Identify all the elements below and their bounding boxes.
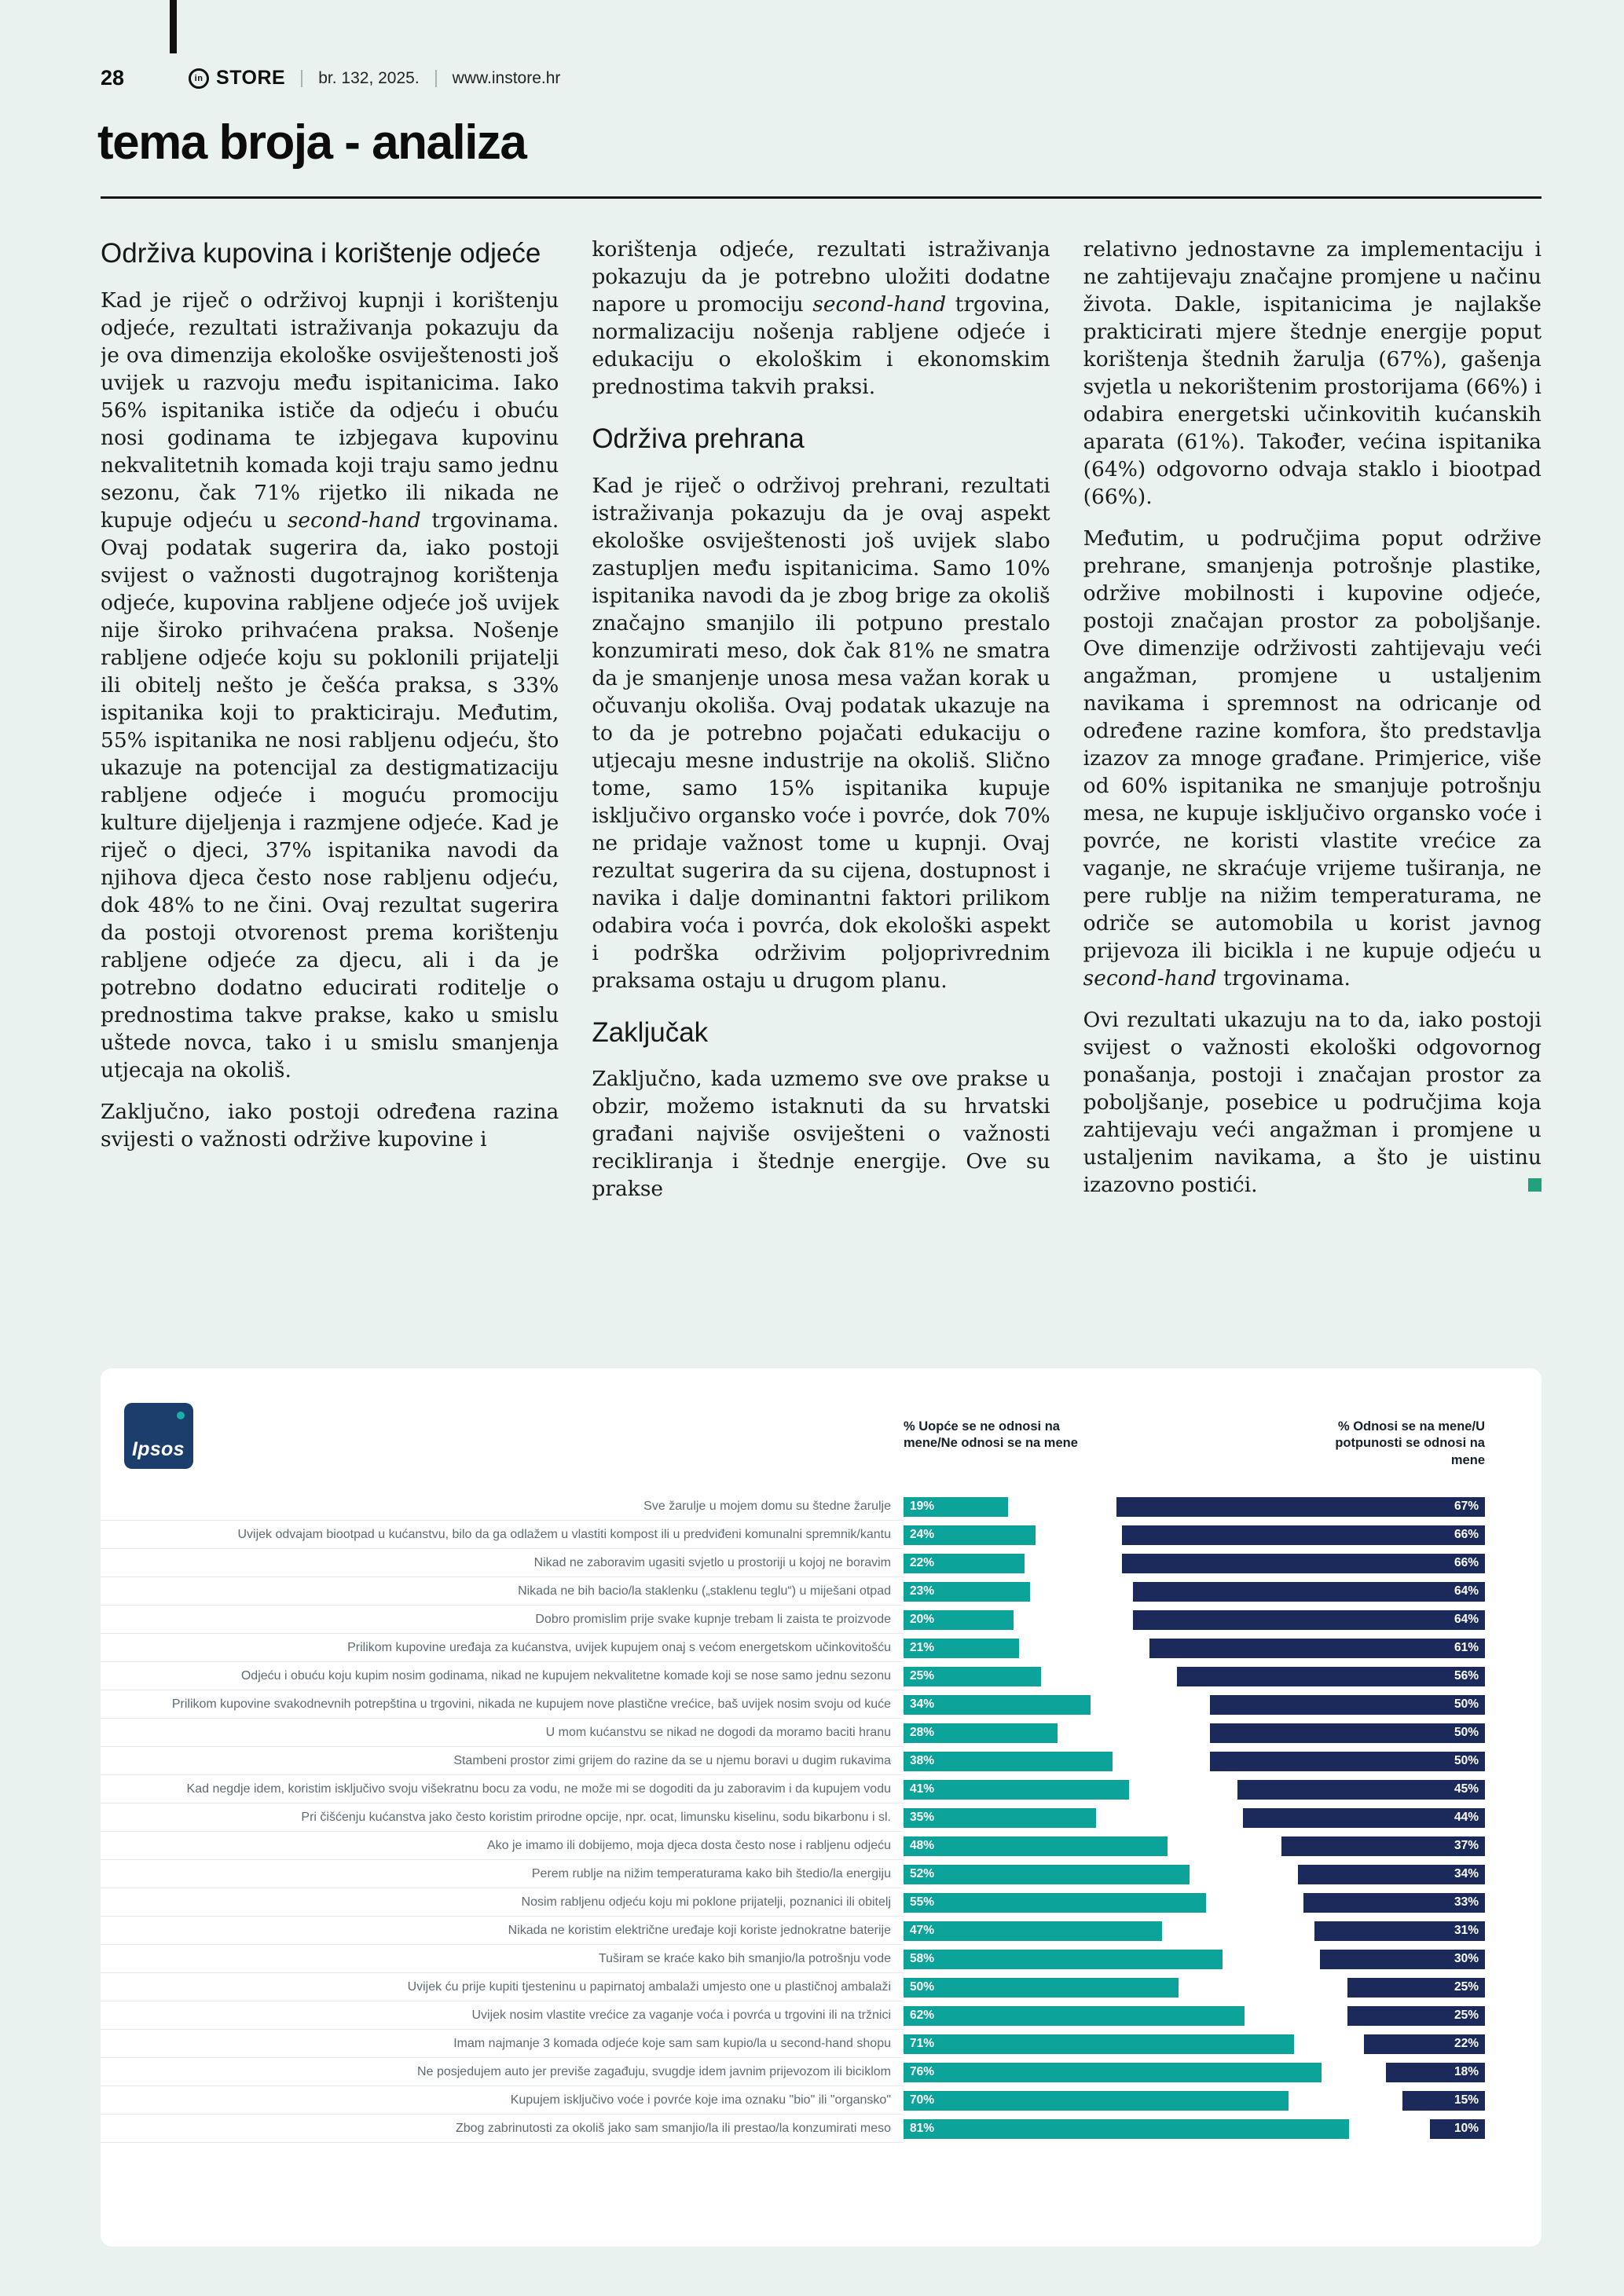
article-paragraph xyxy=(1083,1006,1542,1199)
text-segment: Kad je riječ o održivoj prehrani, rezultati istraživanja pokazuju da je ovaj aspekt ekološke osviještenosti još uvijek slabo zastupljen među ispitanicima. Samo 10% ispitanika navodi da je zbog brige za okoliš značajno smanjilo ili potpuno prestalo konzumirati meso, dok čak 81% ne smatra da je smanjenje unosa mesa važan korak u očuvanju okoliša. Ovaj podatak ukazuje na to da je potrebno pojačati edukaciju o utjecaju mesne industrije na okoliš. Slično tome, samo 15% ispitanika kupuje isključivo organsko voće i povrće, dok 70% ne pridaje važnost tome u kupnji. Ovaj rezultat sugerira da su cijena, dostupnost i navika i dalje dominantni faktori prilikom odabira voća i povrća, dok ekološki aspekt i podrška održivim poljoprivrednim praksama ostaju u drugom planu. xyxy=(592,473,1050,993)
chart-row-bars xyxy=(904,1667,1485,1686)
bar-not-applies-value: 21% xyxy=(910,1641,935,1654)
text-segment: trgovina, normalizaciju nošenja rabljene odjeće i edukaciju o ekološkim i ekonomskim prednostima takvih praksi. xyxy=(592,292,1050,399)
bar-applies-value: 10% xyxy=(1454,2122,1479,2135)
bar-applies-value: 31% xyxy=(1454,1924,1479,1937)
chart-row xyxy=(101,1662,1485,1690)
bar-applies xyxy=(1298,1865,1485,1884)
chart-row-label: Prilikom kupovine uređaja za kućanstva, uvijek kupujem onaj s većom energetskom učinkovitošću xyxy=(101,1634,904,1662)
bar-applies-value: 50% xyxy=(1454,1697,1479,1711)
bar-applies xyxy=(1243,1808,1485,1828)
chart-row-bars xyxy=(904,2034,1485,2054)
bar-not-applies-value: 28% xyxy=(910,1726,935,1739)
chart-row-label: Nikada ne bih bacio/la staklenku („staklenu teglu“) u miješani otpad xyxy=(101,1577,904,1606)
bar-not-applies xyxy=(904,2091,1289,2111)
bar-not-applies xyxy=(904,1525,1036,1545)
bar-not-applies xyxy=(904,1780,1129,1800)
bar-applies-value: 64% xyxy=(1454,1584,1479,1598)
chart-row-bars xyxy=(904,2006,1485,2026)
chart-row xyxy=(101,1860,1485,1888)
chart-row xyxy=(101,1747,1485,1775)
chart-row-bars xyxy=(904,1921,1485,1941)
bar-applies xyxy=(1237,1780,1485,1800)
issue-label: br. 132, 2025. xyxy=(318,68,420,87)
chart-row-bars xyxy=(904,1639,1485,1658)
chart-row-label: Nosim rabljenu odjeću koju mi poklone prijatelji, poznanici ili obitelj xyxy=(101,1888,904,1917)
bar-not-applies-value: 47% xyxy=(910,1924,935,1937)
bar-applies xyxy=(1402,2091,1485,2111)
chart-row-label: Pri čišćenju kućanstva jako često koristim prirodne opcije, npr. ocat, limunsku kiselinu, sodu bikarbonu i sl. xyxy=(101,1803,904,1832)
chart-row-bars xyxy=(904,1950,1485,1969)
legend-applies: % Odnosi se na mene/U potpunosti se odnosi na mene xyxy=(1335,1419,1485,1467)
article-paragraph xyxy=(1083,525,1542,992)
text-segment: trgovinama. Ovaj podatak sugerira da, iako postoji svijest o važnosti dugotrajnog korištenja odjeće, kupovina rabljene odjeće još uvijek nije široko prihvaćena praksa. Nošenje rabljene odjeće koju su poklonili prijatelji ili obitelj nešto je češća praksa, s 33% ispitanika koji to prakticiraju. Međutim, 55% ispitanika ne nosi rabljenu odjeću, što ukazuje na potencijal za destigmatizaciju rabljene odjeće i moguću promociju kulture dijeljenja i razmjene odjeće. Kad je riječ o djeci, 37% ispitanika navodi da njihova djeca često nose rabljenu odjeću, dok 48% to ne čini. Ovaj rezultat sugerira da postoji otvorenost prema korištenju rabljene odjeće za djecu, ali i da je potrebno dodatno educirati roditelje o prednostima takve prakse, kako u smislu uštede novca, tako i u smislu smanjenja utjecaja na okoliš. xyxy=(101,507,559,1082)
bar-not-applies xyxy=(904,1808,1096,1828)
bar-not-applies-value: 41% xyxy=(910,1782,935,1796)
bar-not-applies xyxy=(904,1978,1179,1998)
bar-not-applies xyxy=(904,1921,1162,1941)
chart-row-bars xyxy=(904,1780,1485,1800)
bar-applies-value: 61% xyxy=(1454,1641,1479,1654)
end-mark xyxy=(1528,1178,1542,1192)
article-column-1 xyxy=(101,236,559,1345)
bar-applies-value: 25% xyxy=(1454,2009,1479,2022)
bar-not-applies xyxy=(904,1497,1008,1517)
article-paragraph xyxy=(101,1098,559,1153)
bar-applies-value: 66% xyxy=(1454,1528,1479,1541)
bar-not-applies xyxy=(904,2063,1322,2082)
chart-row-bars xyxy=(904,1695,1485,1715)
article-column-2 xyxy=(592,236,1050,1345)
chart-legend-row xyxy=(101,1419,1485,1469)
chart-row-bars xyxy=(904,1752,1485,1771)
bar-applies-value: 33% xyxy=(1454,1895,1479,1909)
chart-row-label: Uvijek ću prije kupiti tjesteninu u papirnatoj ambalaži umjesto one u plastičnoj ambalaži xyxy=(101,1973,904,2001)
chart-row xyxy=(101,1492,1485,1521)
corner-mark xyxy=(170,0,177,53)
chart-row xyxy=(101,2058,1485,2086)
bar-not-applies-value: 19% xyxy=(910,1500,935,1513)
bar-applies xyxy=(1430,2119,1485,2139)
bar-not-applies xyxy=(904,1695,1091,1715)
chart-row-bars xyxy=(904,1893,1485,1913)
bar-not-applies xyxy=(904,2006,1245,2026)
bar-not-applies-value: 23% xyxy=(910,1584,935,1598)
italic-text: second-hand xyxy=(287,507,421,533)
chart-row-label: Dobro promislim prije svake kupnje trebam li zaista te proizvode xyxy=(101,1606,904,1634)
bar-not-applies-value: 25% xyxy=(910,1669,935,1683)
bar-applies xyxy=(1116,1497,1485,1517)
bar-applies-value: 25% xyxy=(1454,1980,1479,1994)
text-segment: Kad je riječ o održivoj kupnji i korištenju odjeće, rezultati istraživanja pokazuju da je ova dimenzija ekološke osviještenosti još uvijek u razvoju među ispitanicima. Iako 56% ispitanika ističe da odjeću i obuću nosi godinama te izbjegava kupovinu nekvalitetnih komada koji traju samo jednu sezonu, čak 71% rijetko ili nikada ne kupuje odjeću u xyxy=(101,287,559,533)
bar-not-applies xyxy=(904,1610,1014,1630)
chart-row-label: Perem rublje na nižim temperaturama kako bih štedio/la energiju xyxy=(101,1860,904,1888)
bar-applies-value: 66% xyxy=(1454,1556,1479,1569)
article-paragraph xyxy=(592,1065,1050,1203)
bar-not-applies-value: 81% xyxy=(910,2122,935,2135)
bar-not-applies-value: 34% xyxy=(910,1697,935,1711)
chart-rows xyxy=(101,1492,1485,2143)
chart-row xyxy=(101,1803,1485,1832)
italic-text: second-hand xyxy=(812,292,947,317)
text-segment: relativno jednostavne za implementaciju i ne zahtijevaju značajne promjene u načinu života. Dakle, ispitanicima je najlakše prakticirati mjere štednje energije poput korištenja štednih žarulja (67%), gašenja svjetla u nekorištenim prostorijama (66%) i odabira energetski učinkovitih kućanskih aparata (61%). Također, većina ispitanika (64%) odgovorno odvaja staklo i biootpad (66%). xyxy=(1083,237,1542,509)
bar-not-applies xyxy=(904,2119,1349,2139)
bar-not-applies-value: 76% xyxy=(910,2065,935,2078)
chart-row xyxy=(101,1521,1485,1549)
chart-row-label: Nikada ne koristim električne uređaje koji koriste jednokratne baterije xyxy=(101,1917,904,1945)
bar-applies xyxy=(1133,1582,1485,1602)
chart-row xyxy=(101,1606,1485,1634)
bar-applies xyxy=(1210,1695,1485,1715)
chart-row-label: Ako je imamo ili dobijemo, moja djeca dosta često nose i rabljenu odjeću xyxy=(101,1832,904,1860)
text-segment: Ovi rezultati ukazuju na to da, iako postoji svijest o važnosti ekološki odgovornog ponašanja, postoji i značajan prostor za poboljšanje, posebice u područjima koja zahtijevaju veći angažman i promjene u ustaljenim navikama, a što je uistinu izazovno postići. xyxy=(1083,1008,1542,1197)
chart-row-bars xyxy=(904,1497,1485,1517)
instore-logo-text: STORE xyxy=(216,67,286,89)
page-header xyxy=(101,66,1542,90)
bar-not-applies xyxy=(904,2034,1294,2054)
article-heading: Održiva prehrana xyxy=(592,423,805,454)
chart-row xyxy=(101,1775,1485,1803)
bar-not-applies-value: 48% xyxy=(910,1839,935,1852)
bar-applies xyxy=(1386,2063,1485,2082)
bar-applies-value: 50% xyxy=(1454,1754,1479,1767)
bar-applies xyxy=(1149,1639,1485,1658)
bar-applies-value: 67% xyxy=(1454,1500,1479,1513)
bar-not-applies-value: 20% xyxy=(910,1613,935,1626)
ipsos-logo-text: Ipsos xyxy=(132,1438,185,1460)
bar-not-applies-value: 71% xyxy=(910,2037,935,2050)
chart-row-label: Odjeću i obuću koju kupim nosim godinama, nikad ne kupujem nekvalitetne komade koji se nose samo jednu sezonu xyxy=(101,1662,904,1690)
bar-not-applies xyxy=(904,1667,1041,1686)
bar-applies xyxy=(1347,2006,1485,2026)
chart-row-bars xyxy=(904,2091,1485,2111)
chart-row xyxy=(101,1577,1485,1606)
bar-applies-value: 64% xyxy=(1454,1613,1479,1626)
article-heading: Zaključak xyxy=(592,1016,709,1048)
chart-row-bars xyxy=(904,1865,1485,1884)
chart-row xyxy=(101,1888,1485,1917)
chart-row xyxy=(101,1549,1485,1577)
header-separator xyxy=(435,70,437,87)
survey-chart-card xyxy=(101,1368,1542,2247)
chart-row-bars xyxy=(904,1723,1485,1743)
italic-text: second-hand xyxy=(1083,966,1217,991)
chart-row-label: Uvijek odvajam biootpad u kućanstvu, bilo da ga odlažem u vlastiti kompost ili u predviđeni komunalni spremnik/kantu xyxy=(101,1521,904,1549)
chart-row-bars xyxy=(904,1978,1485,1998)
bar-applies-value: 34% xyxy=(1454,1867,1479,1880)
bar-not-applies-value: 55% xyxy=(910,1895,935,1909)
section-title: tema broja - analiza xyxy=(97,115,526,170)
bar-not-applies xyxy=(904,1554,1025,1573)
header-separator xyxy=(301,70,302,87)
bar-applies xyxy=(1122,1554,1485,1573)
chart-row-label: Kupujem isključivo voće i povrće koje ima oznaku "bio" ili "organsko" xyxy=(101,2086,904,2115)
bar-not-applies xyxy=(904,1836,1168,1856)
article-paragraph xyxy=(592,236,1050,401)
chart-row-bars xyxy=(904,2063,1485,2082)
chart-row xyxy=(101,1973,1485,2001)
chart-row-bars xyxy=(904,1525,1485,1545)
bar-not-applies xyxy=(904,1950,1223,1969)
chart-row xyxy=(101,2001,1485,2030)
article-column-3 xyxy=(1083,236,1542,1345)
text-segment: Zaključno, iako postoji određena razina svijesti o važnosti održive kupovine i xyxy=(101,1099,559,1152)
article-paragraph xyxy=(101,287,559,1084)
bar-not-applies-value: 24% xyxy=(910,1528,935,1541)
bar-not-applies xyxy=(904,1639,1019,1658)
bar-applies-value: 44% xyxy=(1454,1811,1479,1824)
text-segment: Međutim, u područjima poput održive prehrane, smanjenja potrošnje plastike, održive mobilnosti i kupovine odjeće, postoji značajan prostor za poboljšanje. Ove dimenzije održivosti zahtijevaju veći angažman, promjene u ustaljenim navikama i spremnost na odricanje od određene razine komfora, što predstavlja izazov za mnoge građane. Primjerice, više od 60% ispitanika ne smanjuje potrošnju mesa, ne kupuje isključivo organsko voće i povrće, ne koristi vlastite vrećice za vaganje, ne skraćuje vrijeme tuširanja, ne pere rublje na nižim temperaturama, ne odriče se automobila u korist javnog prijevoza ili bicikla i ne kupuje odjeću u xyxy=(1083,526,1542,963)
chart-row xyxy=(101,2115,1485,2143)
legend-not-applies: % Uopće se ne odnosi na mene/Ne odnosi se na mene xyxy=(904,1419,1078,1451)
chart-row-bars xyxy=(904,2119,1485,2139)
article-heading: Održiva kupovina i korištenje odjeće xyxy=(101,238,541,269)
chart-row-label: Ne posjedujem auto jer previše zagađuju, svugdje idem javnim prijevozom ili biciklom xyxy=(101,2058,904,2086)
bar-applies xyxy=(1320,1950,1485,1969)
bar-not-applies xyxy=(904,1893,1206,1913)
bar-applies xyxy=(1210,1723,1485,1743)
bar-applies-value: 22% xyxy=(1454,2037,1479,2050)
legend-spacer xyxy=(101,1419,904,1469)
article-columns xyxy=(101,236,1542,1345)
bar-applies xyxy=(1281,1836,1485,1856)
bar-applies-value: 56% xyxy=(1454,1669,1479,1683)
chart-row-label: U mom kućanstvu se nikad ne dogodi da moramo baciti hranu xyxy=(101,1719,904,1747)
bar-applies-value: 37% xyxy=(1454,1839,1479,1852)
bar-not-applies xyxy=(904,1582,1030,1602)
bar-not-applies-value: 22% xyxy=(910,1556,935,1569)
bar-not-applies xyxy=(904,1752,1113,1771)
chart-row xyxy=(101,1917,1485,1945)
bar-applies xyxy=(1177,1667,1485,1686)
chart-row-label: Uvijek nosim vlastite vrećice za vaganje voća i povrća u trgovini ili na tržnici xyxy=(101,2001,904,2030)
bar-applies-value: 50% xyxy=(1454,1726,1479,1739)
bar-applies xyxy=(1347,1978,1485,1998)
chart-row-bars xyxy=(904,1610,1485,1630)
chart-row-bars xyxy=(904,1554,1485,1573)
bar-not-applies-value: 50% xyxy=(910,1980,935,1994)
text-segment: trgovinama. xyxy=(1216,966,1351,991)
bar-not-applies-value: 35% xyxy=(910,1811,935,1824)
bar-applies-value: 15% xyxy=(1454,2093,1479,2107)
bar-applies-value: 45% xyxy=(1454,1782,1479,1796)
bar-not-applies-value: 38% xyxy=(910,1754,935,1767)
page-number: 28 xyxy=(101,66,125,90)
title-rule xyxy=(101,196,1542,199)
chart-row xyxy=(101,2030,1485,2058)
site-url[interactable]: www.instore.hr xyxy=(452,68,561,87)
bar-not-applies xyxy=(904,1723,1058,1743)
bar-applies xyxy=(1210,1752,1485,1771)
chart-row xyxy=(101,1719,1485,1747)
bar-not-applies-value: 70% xyxy=(910,2093,935,2107)
text-segment: korištenja odjeće, rezultati istraživanja pokazuju da je potrebno uložiti dodatne napore u promociju xyxy=(592,237,1050,317)
bar-not-applies-value: 58% xyxy=(910,1952,935,1965)
article-paragraph xyxy=(592,472,1050,994)
chart-row xyxy=(101,2086,1485,2115)
bar-applies xyxy=(1314,1921,1485,1941)
text-segment: Zaključno, kada uzmemo sve ove prakse u obzir, možemo istaknuti da su hrvatski građani najviše osviješteni o važnosti recikliranja i štednje energije. Ove su prakse xyxy=(592,1067,1050,1202)
instore-logo-icon: in xyxy=(189,68,209,89)
bar-not-applies xyxy=(904,1865,1190,1884)
bar-applies xyxy=(1122,1525,1485,1545)
chart-row-label: Tuširam se kraće kako bih smanjio/la potrošnju vode xyxy=(101,1945,904,1973)
bar-applies xyxy=(1303,1893,1485,1913)
bar-applies xyxy=(1133,1610,1485,1630)
chart-row-label: Nikad ne zaboravim ugasiti svjetlo u prostoriji u kojoj ne boravim xyxy=(101,1549,904,1577)
chart-row-label: Imam najmanje 3 komada odjeće koje sam sam kupio/la u second-hand shopu xyxy=(101,2030,904,2058)
chart-row xyxy=(101,1832,1485,1860)
chart-row-label: Stambeni prostor zimi grijem do razine da se u njemu boravi u dugim rukavima xyxy=(101,1747,904,1775)
chart-row xyxy=(101,1690,1485,1719)
bar-not-applies-value: 62% xyxy=(910,2009,935,2022)
chart-legends xyxy=(904,1419,1485,1469)
bar-applies-value: 18% xyxy=(1454,2065,1479,2078)
chart-row-bars xyxy=(904,1836,1485,1856)
chart-row-label: Prilikom kupovine svakodnevnih potrepština u trgovini, nikada ne kupujem nove plastične vrećice, baš uvijek nosim svoju od kuće xyxy=(101,1690,904,1719)
chart-row-label: Sve žarulje u mojem domu su štedne žarulje xyxy=(101,1492,904,1521)
chart-row-bars xyxy=(904,1582,1485,1602)
instore-logo xyxy=(189,67,285,90)
article-paragraph xyxy=(1083,236,1542,511)
bar-applies-value: 30% xyxy=(1454,1952,1479,1965)
bar-not-applies-value: 52% xyxy=(910,1867,935,1880)
chart-row-bars xyxy=(904,1808,1485,1828)
bar-applies xyxy=(1364,2034,1485,2054)
chart-row xyxy=(101,1945,1485,1973)
chart-row-label: Kad negdje idem, koristim isključivo svoju višekratnu bocu za vodu, ne može mi se dogoditi da ju zaboravim i da kupujem vodu xyxy=(101,1775,904,1803)
chart-row xyxy=(101,1634,1485,1662)
chart-row-label: Zbog zabrinutosti za okoliš jako sam smanjio/la ili prestao/la konzumirati meso xyxy=(101,2115,904,2143)
